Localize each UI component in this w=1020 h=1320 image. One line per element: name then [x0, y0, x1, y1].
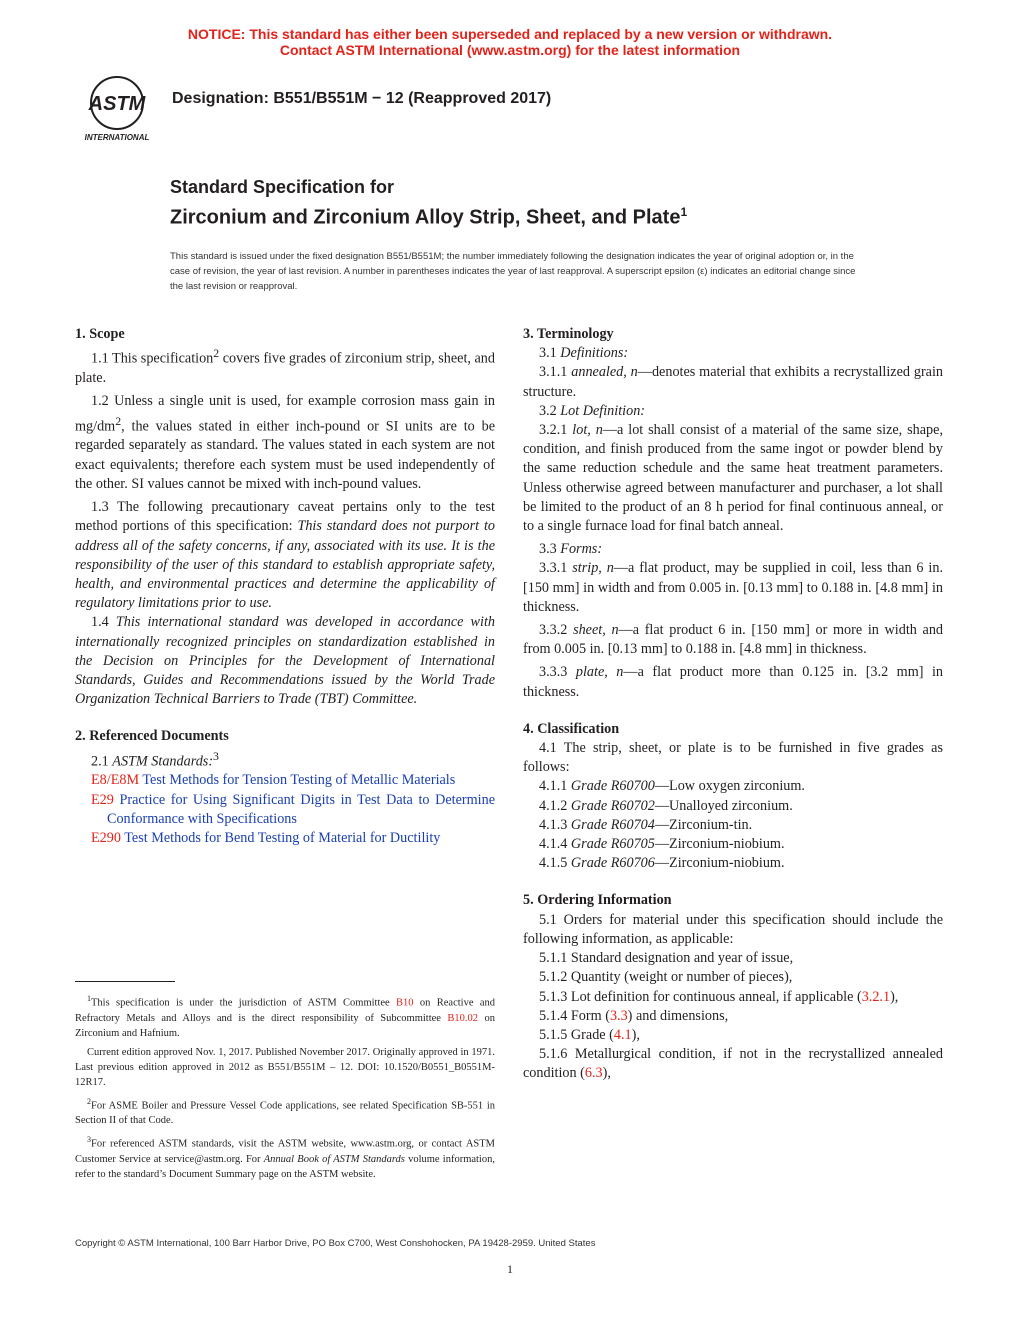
para-3-1-1: 3.1.1 annealed, n—denotes material that exhibits a recrystallized grain structure.	[523, 364, 944, 400]
logo-text: ASTM	[88, 93, 146, 115]
para-2-1: 2.1 ASTM Standards:$^3$	[91, 748, 219, 770]
document-title	[170, 175, 687, 231]
para-1-3: 1.3 The following precautionary caveat pertains only to the test method portions of this specification: This standard does not purport to address all of the safety concerns, if any, associated with its use. It is the responsibility of the user of this standard to establish appropriate safety, health, and environmental practices and determine the applicability of regulatory limitations prior to use.	[75, 499, 495, 612]
astm-logo	[74, 74, 160, 144]
para-3-3-1: 3.3.1 strip, n—a flat product, may be supplied in coil, less than 6 in. [150 mm] in width and from 0.005 in. [0.13 mm] to 0.188 in. [4.8 mm] in thickness.	[523, 560, 943, 615]
para-5-1-3: 5.1.3 Lot definition for continuous anneal, if applicable (3.2.1),	[539, 988, 899, 1005]
footnote-1: $^1$This specification is under the jurisdiction of ASTM Committee B10 on Reactive and Refractory Metals and Alloys and is the direct responsibility of Subcommittee B10.02 on Zirconium and Hafnium.	[75, 994, 495, 1039]
para-5-1-2: 5.1.2 Quantity (weight or number of pieces),	[539, 969, 793, 986]
page-number: 1	[507, 1262, 513, 1276]
para-5-1: 5.1 Orders for material under this specification should include the following information, as applicable:	[523, 911, 943, 947]
para-3-2: 3.2 Lot Definition:	[539, 402, 646, 419]
footnote-divider	[75, 981, 175, 982]
footnotes	[75, 991, 495, 1186]
right-column	[523, 325, 943, 1084]
para-5-1-5: 5.1.5 Grade (4.1),	[539, 1026, 640, 1043]
para-3-2-1: 3.2.1 lot, n—a lot shall consist of a material of the same size, shape, condition, and finish produced from the same ingot or powder blend by the same reduction schedule and the same heat treatment parameters. Unless otherwise agreed between manufacturer and purchaser, a lot shall be limited to the product of an 8 h period for final continuous anneal, or to a single furnace load for final batch anneal.	[523, 422, 943, 535]
para-3-3-3: 3.3.3 plate, n—a flat product more than 0.125 in. [3.2 mm] in thickness.	[523, 664, 943, 700]
footnote-1-edition: Current edition approved Nov. 1, 2017. Published November 2017. Originally approved in 1971. Last previous edition approved in 2012 as B551/B551M – 12. DOI: 10.1520/B0551_B0551M-12R17.	[75, 1046, 495, 1088]
standard-intro-note: This standard is issued under the fixed designation B551/B551M; the number immediately following the designation indicates the year of original adoption or, in the case of revision, the year of last revision. A number in parentheses indicates the year of last reapproval. A superscript epsilon (ε) indicates an editorial change since the last revision or reapproval.	[170, 251, 856, 292]
xref-3-2-1[interactable]: 3.2.1	[861, 988, 891, 1005]
supersession-notice	[0, 26, 1020, 58]
section-heading-classification: 4. Classification	[523, 720, 620, 737]
standard-code-link[interactable]: E8/E8M	[91, 772, 140, 789]
para-5-1-6: 5.1.6 Metallurgical condition, if not in the recrystallized annealed condition (6.3),	[523, 1046, 943, 1082]
para-1-2: 1.2 Unless a single unit is used, for example corrosion mass gain in $mg/dm^2$, the values stated in either inch-pound or SI units are to be regarded separately as standard. The values stated in each system are not exact equivalents; therefore each system must be used independently of the other. SI values cannot be mixed with inch-pound values.	[75, 393, 495, 492]
grade-item: 4.1.3 Grade R60704—Zirconium-tin.	[539, 816, 753, 833]
para-5-1-1: 5.1.1 Standard designation and year of issue,	[539, 950, 794, 967]
para-3-3: 3.3 Forms:	[539, 541, 603, 558]
standard-code-link[interactable]: E29	[91, 791, 114, 808]
designation: Designation: B551/B551M − 12 (Reapproved 2017)	[172, 90, 552, 107]
footnote-ref-2[interactable]: 2	[213, 346, 220, 361]
referenced-standard-item	[75, 829, 495, 848]
logo-subtext: INTERNATIONAL	[84, 133, 150, 142]
notice-line-2: Contact ASTM International (www.astm.org) for the latest information	[279, 42, 741, 58]
title-line-1: Standard Specification for	[170, 177, 395, 197]
referenced-standard-item	[75, 791, 495, 829]
para-5-1-4: 5.1.4 Form (3.3) and dimensions,	[539, 1007, 729, 1024]
xref-3-3[interactable]: 3.3	[609, 1007, 628, 1024]
xref-4-1[interactable]: 4.1	[613, 1026, 632, 1043]
section-heading-ordering-information: 5. Ordering Information	[523, 892, 672, 909]
standard-code-link[interactable]: E290	[91, 830, 121, 847]
subcommittee-b10-02-link[interactable]: B10.02	[447, 1012, 479, 1024]
copyright-line: Copyright © ASTM International, 100 Barr Harbor Drive, PO Box C700, West Conshohocken, PA 19428-2959. United States	[75, 1238, 596, 1249]
xref-6-3[interactable]: 6.3	[584, 1065, 603, 1082]
standard-title-link[interactable]: Test Methods for Bend Testing of Material for Ductility	[120, 830, 441, 847]
footnote-3: $^3$For referenced ASTM standards, visit the ASTM website, www.astm.org, or contact ASTM Customer Service at service@astm.org. For Annual Book of ASTM Standards volume information, refer to the standard’s Document Summary page on the ASTM website.	[75, 1135, 495, 1180]
para-1-1: 1.1 This specification$^2$ covers five grades of zirconium strip, sheet, and plate.	[75, 346, 495, 387]
para-3-1: 3.1 Definitions:	[539, 345, 629, 362]
committee-b10-link[interactable]: B10	[396, 997, 414, 1009]
para-3-3-2: 3.3.2 sheet, n—a flat product 6 in. [150 mm] or more in width and from 0.005 in. [0.13 mm] to 0.188 in. [4.8 mm] in thickness.	[523, 622, 944, 658]
standard-title-link[interactable]: Test Methods for Tension Testing of Metallic Materials	[139, 772, 456, 789]
standard-title-link[interactable]: Practice for Using Significant Digits in Test Data to Determine Conformance with Specifications	[107, 791, 495, 827]
grade-item: 4.1.4 Grade R60705—Zirconium-niobium.	[539, 836, 785, 853]
title-line-2: Zirconium and Zirconium Alloy Strip, Sheet, and Plate$^1$	[170, 205, 688, 229]
grade-list	[523, 777, 943, 873]
footnote-ref-3[interactable]: 3	[213, 748, 219, 763]
section-heading-terminology: 3. Terminology	[523, 326, 614, 342]
grade-item: 4.1.1 Grade R60700—Low oxygen zirconium.	[539, 778, 805, 795]
section-heading-referenced-documents: 2. Referenced Documents	[75, 728, 229, 745]
left-column	[75, 325, 495, 848]
para-4-1: 4.1 The strip, sheet, or plate is to be furnished in five grades as follows:	[523, 740, 943, 776]
footnote-2: $^2$For ASME Boiler and Pressure Vessel Code applications, see related Specification SB-551 in Section II of that Code.	[75, 1096, 495, 1126]
grade-item: 4.1.5 Grade R60706—Zirconium-niobium.	[539, 855, 785, 872]
notice-line-1: NOTICE: This standard has either been superseded and replaced by a new version or withdrawn.	[187, 26, 833, 42]
referenced-standard-item	[75, 771, 495, 790]
title-footnote-ref[interactable]: 1	[680, 205, 688, 219]
para-1-4: 1.4 This international standard was developed in accordance with internationally recognized principles on standardization established in the Decision on Principles for the Development of International Standards, Guides and Recommendations issued by the World Trade Organization Technical Barriers to Trade (TBT) Committee.	[75, 614, 495, 708]
grade-item: 4.1.2 Grade R60702—Unalloyed zirconium.	[539, 797, 793, 814]
referenced-standards-list	[75, 771, 495, 848]
section-heading-scope: 1. Scope	[75, 326, 125, 342]
